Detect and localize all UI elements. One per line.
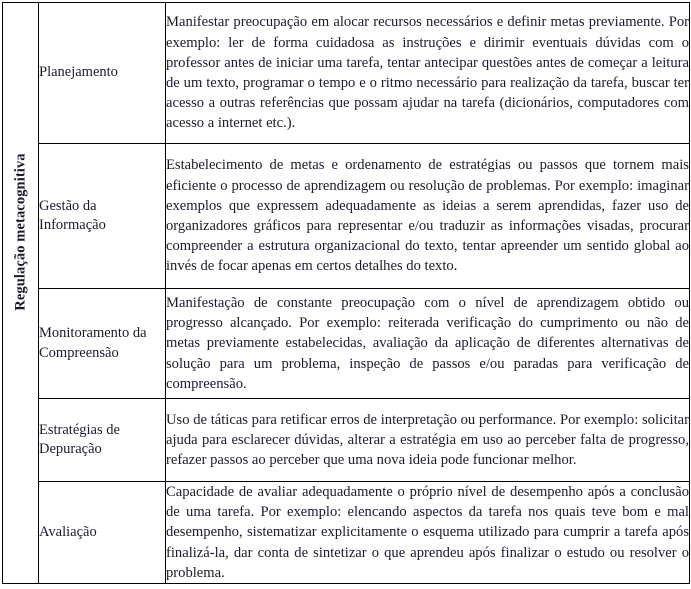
category-cell-monitoramento-da-compreensao: [39, 289, 166, 399]
category-label: Avaliação: [39, 523, 97, 540]
description-text: Manifestar preocupação em alocar recursos necessários e definir metas previamente. Por exemplo: ler de forma cuidadosa as instruções e dirimir eventuais dúvidas com o professor antes de iniciar uma tarefa, tentar antecipar questões antes de começar a leitura de um texto, programar o tempo e o ritmo necessário para realização da tarefa, buscar ter acesso a outras referências que possam ajudar na tarefa (dicionários, computadores com acesso a internet etc.).: [166, 14, 689, 132]
category-cell-gestao-da-informacao: [39, 144, 166, 289]
table-row: [3, 3, 690, 144]
category-label: Planejamento: [39, 64, 118, 81]
description-cell-gestao-da-informacao: [166, 144, 690, 289]
description-text: Capacidade de avaliar adequadamente o próprio nível de desempenho após a conclusão de uma tarefa. Por exemplo: elencando aspectos da tarefa nos quais teve bom e mal desempenho, sistematizar explicitamente o esquema utilizado para cumprir a tarefa após finalizá-la, dar conta de sintetizar o que aprendeu após finalizar o estudo ou resolver o problema.: [166, 484, 689, 581]
description-cell-planejamento: [166, 3, 690, 144]
description-text: Uso de táticas para retificar erros de interpretação ou performance. Por exemplo: solicitar ajuda para esclarecer dúvidas, alterar a estratégia em uso ao perceber falta de progresso, refazer passos ao perceber que uma nova ideia pode funcionar melhor.: [166, 411, 689, 469]
description-cell-estrategias-de-depuracao: [166, 399, 690, 482]
category-cell-avaliacao: [39, 482, 166, 584]
description-text: Manifestação de constante preocupação com o nível de aprendizagem obtido ou progresso alcançado. Por exemplo: reiterada verificação do cumprimento ou não de metas previamente estabelecidas, avaliação da aplicação de diferentes alternativas de solução para um problema, inspeção de passos e/ou paradas para verificação de compreensão.: [166, 294, 689, 392]
metacognition-table-container: [2, 2, 688, 582]
rotated-group-label: Regulação metacognitiva: [12, 153, 29, 311]
description-cell-avaliacao: [166, 482, 690, 584]
table-row: [3, 482, 690, 584]
description-cell-monitoramento-da-compreensao: [166, 289, 690, 399]
table-body: [3, 3, 690, 584]
category-label: Gestão da Informação: [39, 197, 106, 233]
description-text: Estabelecimento de metas e ordenamento de estratégias ou passos que tornem mais eficiente o processo de aprendizagem ou resolução de problemas. Por exemplo: imaginar exemplos que expressem adequadamente as ideias a serem aprendidas, fazer uso de organizadores gráficos para representar e/ou traduzir as informações visadas, procurar compreender a estrutura organizacional do texto, tentar apreender um sentido global ao invés de focar apenas em certos detalhes do texto.: [166, 157, 689, 275]
row-group-header-regulacao-metacognitiva: [3, 3, 39, 584]
category-cell-planejamento: [39, 3, 166, 144]
category-label: Estratégias de Depuração: [39, 421, 120, 457]
metacognitive-regulation-table: [2, 2, 690, 584]
category-label: Monitoramento da Compreensão: [39, 325, 147, 361]
table-row: [3, 399, 690, 482]
category-cell-estrategias-de-depuracao: [39, 399, 166, 482]
table-row: [3, 144, 690, 289]
table-row: [3, 289, 690, 399]
